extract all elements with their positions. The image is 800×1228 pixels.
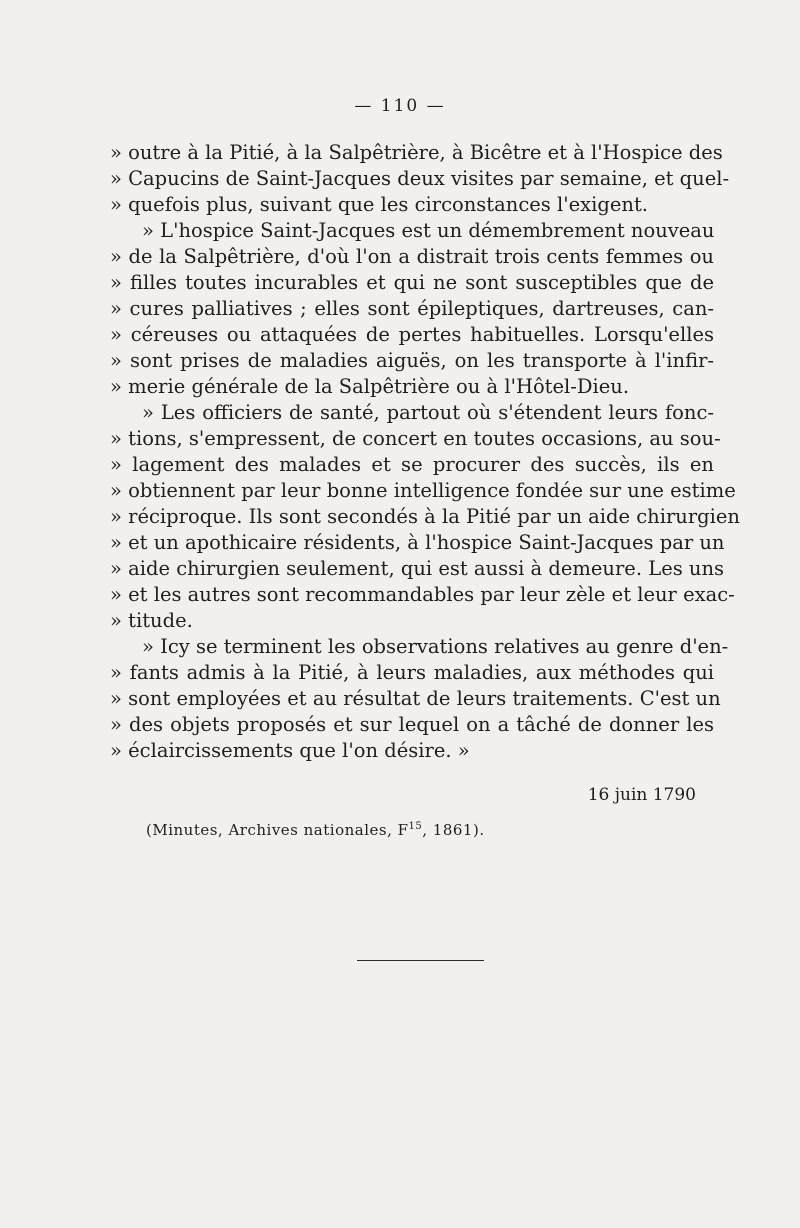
source-citation [146,821,485,839]
source-citation-text: (Minutes, Archives nationales, F [146,821,409,839]
section-divider [357,960,484,961]
text-line: » Les officiers de santé, partout où s'étendent leurs fonc- [142,401,714,424]
text-line: » tions, s'empressent, de concert en toutes occasions, au sou- [110,427,721,450]
text-line: » outre à la Pitié, à la Salpêtrière, à Bicêtre et à l'Hospice des [110,141,723,164]
text-line: » titude. [110,609,193,632]
text-line: » de la Salpêtrière, d'où l'on a distrait trois cents femmes ou [110,245,714,268]
source-citation-superscript: 15 [408,821,423,832]
text-line: » Capucins de Saint-Jacques deux visites par semaine, et quel- [110,167,730,190]
text-line: » obtiennent par leur bonne intelligence fondée sur une estime [110,479,736,502]
text-line: » sont prises de maladies aiguës, on les transporte à l'infir- [110,349,714,372]
source-citation-tail: , 1861). [422,821,485,839]
page-number: — 110 — [354,96,446,116]
letter-date: 16 juin 1790 [587,785,696,805]
text-line: » lagement des malades et se procurer des succès, ils en [110,453,714,476]
text-line: » L'hospice Saint-Jacques est un démembrement nouveau [142,219,715,242]
text-line: » céreuses ou attaquées de pertes habituelles. Lorsqu'elles [110,323,714,346]
text-line: » filles toutes incurables et qui ne sont susceptibles que de [110,271,714,294]
text-line: » des objets proposés et sur lequel on a tâché de donner les [110,713,714,736]
text-line: » et les autres sont recommandables par leur zèle et leur exac- [110,583,735,606]
text-line: » fants admis à la Pitié, à leurs maladies, aux méthodes qui [110,661,714,684]
text-line: » sont employées et au résultat de leurs traitements. C'est un [110,687,721,710]
text-line: » et un apothicaire résidents, à l'hospice Saint-Jacques par un [110,531,725,554]
text-line: » merie générale de la Salpêtrière ou à l'Hôtel-Dieu. [110,375,630,398]
text-line: » cures palliatives ; elles sont épileptiques, dartreuses, can- [110,297,714,320]
text-line: » Icy se terminent les observations relatives au genre d'en- [142,635,729,658]
text-line: » aide chirurgien seulement, qui est aussi à demeure. Les uns [110,557,725,580]
body-text [110,140,740,764]
text-line: » réciproque. Ils sont secondés à la Pitié par un aide chirurgien [110,505,740,528]
text-line: » quefois plus, suivant que les circonstances l'exigent. [110,193,648,216]
text-line: » éclaircissements que l'on désire. » [110,739,470,762]
